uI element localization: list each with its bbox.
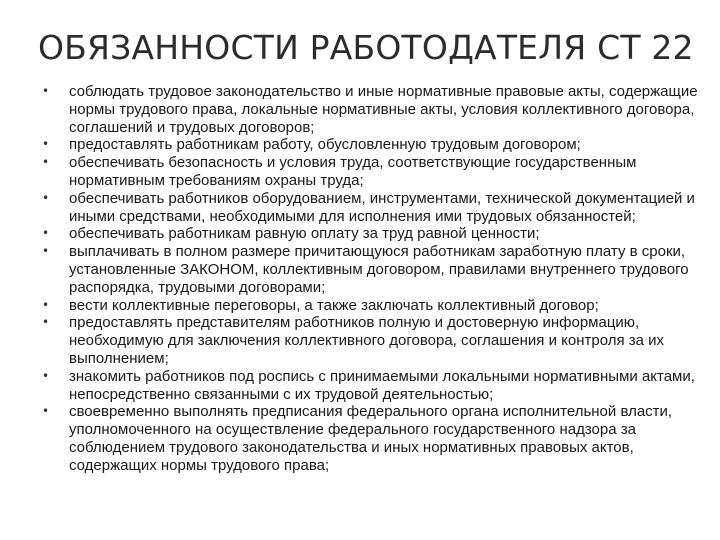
- list-item-text: обеспечивать работников оборудованием, инструментами, технической документацией и иными средствами, необходимыми для исполнения ими трудовых обязанностей;: [69, 189, 695, 225]
- list-item: [40, 243, 700, 296]
- list-item-text: вести коллективные переговоры, а также заключать коллективный договор;: [69, 296, 599, 314]
- list-item: [40, 314, 700, 367]
- bullet-icon: •: [42, 190, 50, 205]
- list-item: [40, 154, 700, 190]
- list-item: [40, 297, 700, 315]
- list-item-text: обеспечивать безопасность и условия труда, соответствующие государственным нормативным требованиям охраны труда;: [69, 154, 637, 189]
- list-item-text: соблюдать трудовое законодательство и иные нормативные правовые акты, содержащие нормы трудового права, локальные нормативные акты, условия коллективного договора, соглашений и трудовых договоров;: [69, 83, 698, 136]
- list-item: [40, 368, 700, 404]
- bullet-icon: •: [42, 315, 50, 330]
- list-item-text: выплачивать в полном размере причитающуюся работникам заработную плату в сроки, установленные ЗАКОНОМ, коллективным договором, правилами внутреннего трудового распорядка, трудовыми договорами;: [69, 243, 689, 296]
- bullet-icon: •: [42, 84, 50, 98]
- bullet-icon: •: [42, 226, 50, 241]
- list-item: [40, 83, 700, 136]
- list-item-text: предоставлять представителям работников полную и достоверную информацию, необходимую для заключения коллективного договора, соглашения и контроля за их выполнением;: [69, 314, 665, 367]
- bullet-icon: •: [42, 368, 50, 383]
- list-item: [40, 190, 700, 226]
- obligations-list: [40, 83, 700, 475]
- bullet-icon: •: [42, 297, 50, 312]
- bullet-icon: •: [42, 404, 50, 419]
- list-item: [40, 136, 700, 154]
- slide-title: ОБЯЗАННОСТИ РАБОТОДАТЕЛЯ СТ 22: [38, 28, 694, 67]
- list-item-text: предоставлять работникам работу, обусловленную трудовым договором;: [69, 136, 581, 154]
- list-item-text: обеспечивать работникам равную оплату за труд равной ценности;: [69, 225, 540, 243]
- bullet-icon: •: [42, 244, 50, 259]
- list-item: [40, 225, 700, 243]
- list-item-text: знакомить работников под роспись с принимаемыми локальными нормативными актами, непосредственно связанными с их трудовой деятельностью;: [69, 367, 695, 403]
- list-item-text: своевременно выполнять предписания федерального органа исполнительной власти, уполномоченного на осуществление федерального государственного надзора за соблюдением трудового законодательства и иных нормативных правовых актов, содержащих нормы трудового права;: [69, 403, 673, 474]
- bullet-icon: •: [42, 137, 50, 152]
- list-item: [40, 403, 700, 474]
- bullet-icon: •: [42, 155, 50, 170]
